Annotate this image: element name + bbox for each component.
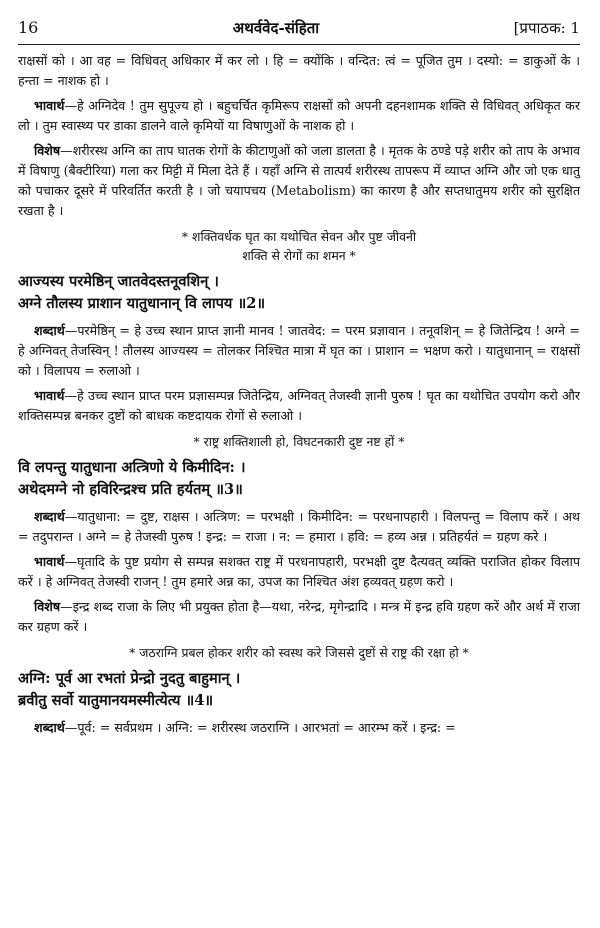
mantra-verse: वि लपन्तु यातुधाना अत्त्रिणो ये किमीदिन: । अथेदमग्ने नो हविरिन्द्रश्च प्रति हर्यतम् ॥3॥ bbox=[18, 459, 246, 498]
paragraph-shabdarth: शब्दार्थ—परमेष्ठिन् = हे उच्च स्थान प्राप्त ज्ञानी मानव ! जातवेद: = परम प्रज्ञावान । तनूवशिन् = हे जितेन्द्रिय ! अग्ने = हे अग्निवत् तेजस्विन् ! तौलस्य आज्यस्य = तोलकर निश्चित मात्रा में घृत का । प्राशान = भक्षण करो । यातुधानान् = राक्षसों को । विलापय = रुलाओ । bbox=[18, 323, 580, 378]
mantra-verse: आज्यस्य परमेष्ठिन् जातवेदस्तनूवशिन् । अग्ने तौलस्य प्राशान यातुधानान् वि लापय ॥2॥ bbox=[18, 273, 266, 312]
paragraph-bhavarth: भावार्थ—हे उच्च स्थान प्राप्त परम प्रज्ञासम्पन्न जितेन्द्रिय, अग्निवत् तेजस्वी ज्ञानी पुरुष ! घृत का यथोचित उपयोग करो और शक्तिसम्पन्न बनकर दुष्टों को बाधक कष्टदायक रोगों से रुलाओ । bbox=[18, 388, 580, 423]
paragraph-vishesh: विशेष—इन्द्र शब्द राजा के लिए भी प्रयुक्त होता है—यथा, नरेन्द्र, मृगेन्द्रादि । मन्त्र में इन्द्र हवि ग्रहण करें और अर्थ में राजा कर ग्रहण करें । bbox=[18, 599, 580, 634]
section-heading: * शक्तिवर्धक घृत का यथोचित सेवन और पुष्ट जीवनी शक्ति से रोगों का शमन * bbox=[181, 229, 417, 263]
chapter-label: [प्रपाठक: 1 bbox=[513, 19, 580, 37]
section-heading: * जठराग्नि प्रबल होकर शरीर को स्वस्थ करे जिससे दुष्टों से राष्ट्र की रक्षा हो * bbox=[129, 645, 469, 660]
paragraph-shabdarth: शब्दार्थ—पूर्व: = सर्वप्रथम । अग्नि: = शरीरस्थ जठराग्नि । आरभतां = आरम्भ करें । इन्द्र: = bbox=[34, 720, 456, 735]
paragraph-bhavarth: भावार्थ—घृतादि के पुष्ट प्रयोग से सम्पन्न सशक्त राष्ट्र में परधनापहारी, परभक्षी दुष्ट दैत्यवत् व्यक्ति पराजित होकर विलाप करें । हे अग्निवत् तेजस्वी राजन् ! तुम हमारे अन्न का, उपज का निश्चित अंश हव्यवत् ग्रहण करो । bbox=[18, 554, 580, 589]
paragraph-shabdarth: शब्दार्थ—यातुधाना: = दुष्ट, राक्षस । अत्त्रिण: = परभक्षी । किमीदिन: = परधनापहारी । विलपन्तु = विलाप करें । अथ = तदुपरान्त । अग्ने = हे तेजस्वी पुरुष ! इन्द्र: = राजा । न: = हमारा । हवि: = हव्य अन्न । प्रतिहर्यतं = ग्रहण करे । bbox=[18, 509, 580, 544]
page-number: 16 bbox=[18, 18, 39, 37]
paragraph-bhavarth: भावार्थ—हे अग्निदेव ! तुम सुपूज्य हो । बहुचर्चित कृमिरूप राक्षसों को अपनी दहनशामक शक्ति से विधिवत् अधिकृत कर लो । तुम स्वास्थ्य पर डाका डालने वाले कृमियों या विषाणुओं के नाशक हो । bbox=[18, 98, 580, 133]
mantra-verse: अग्नि: पूर्व आ रभतां प्रेन्द्रो नुदतु बाहुमान् । ब्रवीतु सर्वो यातुमानयमस्मीत्येत्य ॥4॥ bbox=[18, 670, 241, 709]
section-heading: * राष्ट्र शक्तिशाली हो, विघटनकारी दुष्ट नष्ट हों * bbox=[193, 434, 405, 449]
page-header bbox=[18, 18, 580, 45]
paragraph: राक्षसों को । आ वह = विधिवत् अधिकार में कर लो । हि = क्योंकि । वन्दित: त्वं = पूजित तुम । दस्यो: = डाकुओं के । हन्ता = नाशक हो । bbox=[18, 53, 580, 88]
paragraph-vishesh: विशेष—शरीरस्थ अग्नि का ताप घातक रोगों के कीटाणुओं को जला डालता है । मृतक के ठण्डे पड़े शरीर को ताप के अभाव में विषाणु (बैक्टीरिया) गला कर मिट्टी में मिला देते हैं । यहाँ अग्नि से तात्पर्य शरीरस्थ तापरूप में व्याप्त अग्नि और जो एक धातु को पचाकर दूसरे में परिवर्तित करती है । जो चयापचय (Metabolism) का कारण है और सप्तधातुमय शरीर को सुरक्षित रखता है । bbox=[18, 143, 580, 218]
book-title: अथर्ववेद-संहिता bbox=[232, 19, 320, 37]
